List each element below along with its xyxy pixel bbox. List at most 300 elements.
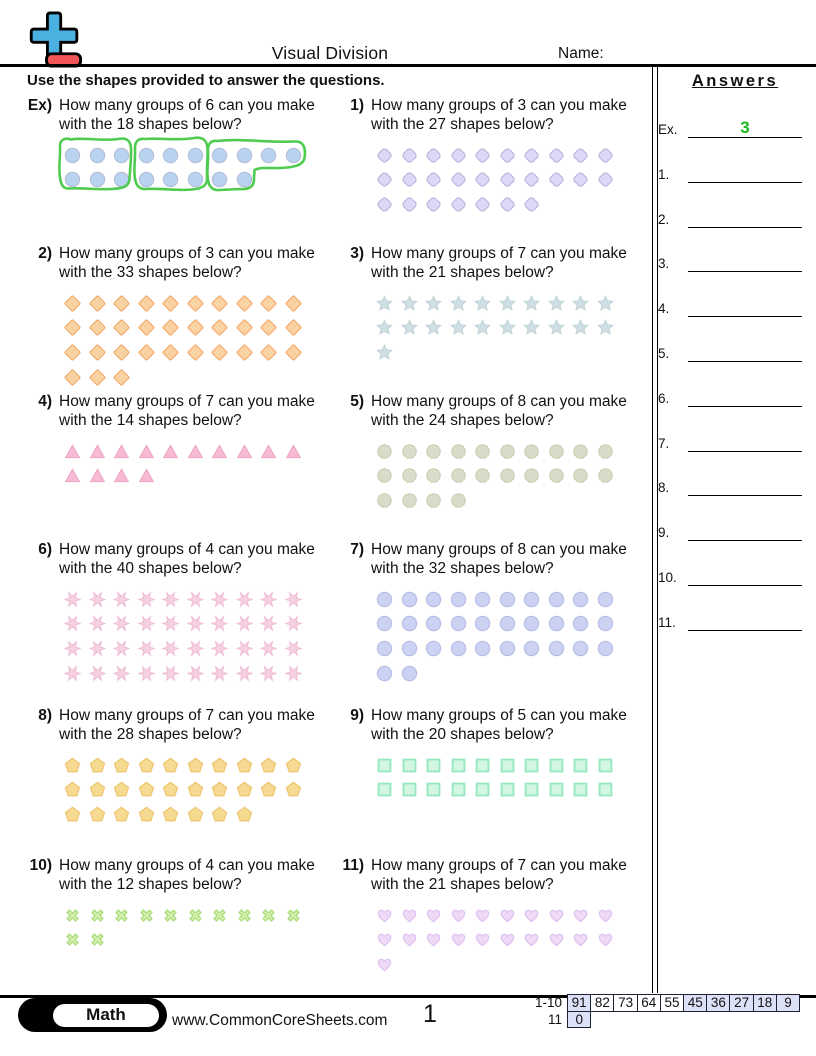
shape-circle-icon bbox=[64, 147, 81, 164]
question bbox=[26, 856, 334, 894]
shape-circle-icon bbox=[138, 171, 155, 188]
shape-diamond-round-icon bbox=[425, 147, 442, 164]
shape-nonagon-icon bbox=[523, 467, 540, 484]
shape-burst-icon bbox=[138, 591, 155, 608]
shape-burst-icon bbox=[260, 615, 277, 632]
answer-label: 11. bbox=[658, 614, 676, 630]
shape-circle-icon bbox=[572, 615, 589, 632]
shape-diamond-icon bbox=[89, 344, 106, 361]
shape-row bbox=[64, 903, 314, 928]
shape-burst-icon bbox=[162, 591, 179, 608]
shape-circle-icon bbox=[474, 640, 491, 657]
answer-blank[interactable] bbox=[688, 244, 802, 272]
shape-nonagon-icon bbox=[401, 467, 418, 484]
shape-circle-icon bbox=[572, 640, 589, 657]
question-text: How many groups of 7 can you make with the 21 shapes below? bbox=[371, 857, 627, 893]
shape-square-icon bbox=[523, 781, 540, 798]
shape-diamond-icon bbox=[162, 344, 179, 361]
shape-burst-icon bbox=[285, 640, 302, 657]
shape-star-icon bbox=[425, 319, 442, 336]
shape-xcross-icon bbox=[138, 907, 155, 924]
shape-heart-icon bbox=[548, 931, 565, 948]
shape-diamond-round-icon bbox=[572, 171, 589, 188]
shape-pentagon-icon bbox=[260, 757, 277, 774]
shape-diamond-round-icon bbox=[523, 196, 540, 213]
shape-heart-icon bbox=[597, 931, 614, 948]
shape-burst-icon bbox=[162, 665, 179, 682]
shape-circle-icon bbox=[162, 171, 179, 188]
shape-xcross-icon bbox=[187, 907, 204, 924]
shape-circle-icon bbox=[548, 640, 565, 657]
shape-circle-icon bbox=[138, 147, 155, 164]
question bbox=[338, 244, 646, 282]
question-text: How many groups of 8 can you make with the 24 shapes below? bbox=[371, 393, 627, 429]
shape-burst-icon bbox=[236, 615, 253, 632]
shape-diamond-round-icon bbox=[474, 171, 491, 188]
score-cell: 64 bbox=[637, 994, 661, 1012]
shape-diamond-round-icon bbox=[474, 147, 491, 164]
shape-square-icon bbox=[450, 781, 467, 798]
answer-blank[interactable] bbox=[688, 513, 802, 541]
shape-grid bbox=[64, 753, 314, 827]
shape-nonagon-icon bbox=[474, 467, 491, 484]
shape-heart-icon bbox=[376, 956, 393, 973]
shape-diamond-round-icon bbox=[499, 171, 516, 188]
shape-heart-icon bbox=[376, 931, 393, 948]
shape-circle-icon bbox=[401, 640, 418, 657]
shape-diamond-icon bbox=[187, 295, 204, 312]
shape-pentagon-icon bbox=[236, 781, 253, 798]
shape-row bbox=[64, 316, 314, 341]
shape-nonagon-icon bbox=[499, 467, 516, 484]
shape-xcross-icon bbox=[64, 931, 81, 948]
shape-circle-icon bbox=[187, 171, 204, 188]
answer-item-1 bbox=[658, 155, 802, 183]
shape-pentagon-icon bbox=[113, 806, 130, 823]
shape-grid bbox=[64, 587, 314, 685]
shape-grid bbox=[64, 439, 314, 488]
shape-burst-icon bbox=[236, 640, 253, 657]
website-text: www.CommonCoreSheets.com bbox=[172, 1012, 388, 1029]
shape-nonagon-icon bbox=[376, 467, 393, 484]
shape-grid bbox=[64, 291, 314, 389]
problem-2 bbox=[26, 244, 334, 389]
shape-nonagon-icon bbox=[425, 443, 442, 460]
shape-row bbox=[376, 612, 626, 637]
shape-heart-icon bbox=[450, 931, 467, 948]
shape-star-icon bbox=[499, 295, 516, 312]
question bbox=[26, 392, 334, 430]
page-title: Visual Division bbox=[271, 43, 389, 63]
shape-burst-icon bbox=[236, 591, 253, 608]
shape-circle-icon bbox=[187, 147, 204, 164]
shape-burst-icon bbox=[162, 615, 179, 632]
shape-square-icon bbox=[450, 757, 467, 774]
shape-square-icon bbox=[401, 757, 418, 774]
shape-burst-icon bbox=[113, 665, 130, 682]
shape-square-icon bbox=[376, 757, 393, 774]
problem-number: Ex) bbox=[27, 97, 52, 114]
shape-square-icon bbox=[572, 757, 589, 774]
shape-diamond-round-icon bbox=[401, 147, 418, 164]
shape-circle-icon bbox=[376, 640, 393, 657]
shape-square-icon bbox=[425, 781, 442, 798]
shape-row bbox=[376, 316, 626, 341]
shape-row bbox=[376, 928, 626, 953]
shape-circle-icon bbox=[89, 171, 106, 188]
subject-label: Math bbox=[51, 1002, 161, 1029]
shape-star-icon bbox=[376, 344, 393, 361]
shape-pentagon-icon bbox=[236, 757, 253, 774]
shape-diamond-icon bbox=[64, 369, 81, 386]
answer-item-9 bbox=[658, 513, 802, 541]
shape-circle-icon bbox=[499, 640, 516, 657]
shape-burst-icon bbox=[260, 591, 277, 608]
shape-burst-icon bbox=[187, 640, 204, 657]
shape-pentagon-icon bbox=[260, 781, 277, 798]
shape-burst-icon bbox=[260, 665, 277, 682]
problem-number: 2) bbox=[38, 245, 52, 262]
shape-row bbox=[64, 365, 314, 390]
shape-diamond-round-icon bbox=[548, 171, 565, 188]
answer-item-11 bbox=[658, 603, 802, 631]
shape-diamond-round-icon bbox=[597, 171, 614, 188]
shape-pentagon-icon bbox=[89, 757, 106, 774]
shape-circle-icon bbox=[64, 171, 81, 188]
answer-blank[interactable] bbox=[688, 603, 802, 631]
shape-burst-icon bbox=[64, 640, 81, 657]
shape-nonagon-icon bbox=[401, 443, 418, 460]
shape-circle-icon bbox=[523, 640, 540, 657]
answer-blank[interactable] bbox=[688, 468, 802, 496]
answer-label: 8. bbox=[658, 480, 670, 496]
shape-star-icon bbox=[523, 319, 540, 336]
subject-badge bbox=[18, 998, 167, 1032]
shape-row bbox=[376, 753, 626, 778]
shape-grid bbox=[376, 753, 626, 802]
shape-diamond-icon bbox=[138, 344, 155, 361]
score-cell: 73 bbox=[613, 994, 637, 1012]
shape-triangle-icon bbox=[211, 443, 228, 460]
shape-triangle-icon bbox=[113, 467, 130, 484]
shape-diamond-icon bbox=[162, 319, 179, 336]
question-text: How many groups of 5 can you make with the 20 shapes below? bbox=[371, 707, 627, 743]
shape-xcross-icon bbox=[64, 907, 81, 924]
answer-blank[interactable] bbox=[688, 379, 802, 407]
shape-heart-icon bbox=[401, 931, 418, 948]
shape-circle-icon bbox=[523, 615, 540, 632]
shape-pentagon-icon bbox=[89, 781, 106, 798]
answer-label: 7. bbox=[658, 435, 670, 451]
answer-label: 10. bbox=[658, 570, 677, 585]
shape-square-icon bbox=[499, 781, 516, 798]
shape-heart-icon bbox=[425, 931, 442, 948]
shape-burst-icon bbox=[187, 615, 204, 632]
shape-star-icon bbox=[450, 319, 467, 336]
shape-burst-icon bbox=[64, 591, 81, 608]
answer-label: 3. bbox=[658, 256, 670, 272]
answer-blank[interactable] bbox=[688, 334, 802, 362]
answer-blank[interactable] bbox=[688, 424, 802, 452]
shape-pentagon-icon bbox=[211, 757, 228, 774]
shape-diamond-icon bbox=[260, 344, 277, 361]
shape-square-icon bbox=[572, 781, 589, 798]
shape-triangle-icon bbox=[285, 443, 302, 460]
shape-nonagon-icon bbox=[572, 443, 589, 460]
answer-item-3 bbox=[658, 244, 802, 272]
shape-star-icon bbox=[401, 319, 418, 336]
answer-item-4 bbox=[658, 289, 802, 317]
answer-label: 4. bbox=[658, 301, 670, 317]
shape-triangle-icon bbox=[187, 443, 204, 460]
shape-square-icon bbox=[548, 781, 565, 798]
shape-burst-icon bbox=[138, 640, 155, 657]
shape-diamond-round-icon bbox=[376, 147, 393, 164]
shape-diamond-icon bbox=[113, 369, 130, 386]
shape-diamond-icon bbox=[138, 319, 155, 336]
shape-star-icon bbox=[572, 295, 589, 312]
score-cell: 9 bbox=[776, 994, 800, 1012]
shape-diamond-icon bbox=[113, 344, 130, 361]
shape-circle-icon bbox=[162, 147, 179, 164]
shape-diamond-round-icon bbox=[450, 171, 467, 188]
answer-blank[interactable] bbox=[688, 155, 802, 183]
shape-nonagon-icon bbox=[425, 467, 442, 484]
shape-diamond-icon bbox=[236, 295, 253, 312]
shape-pentagon-icon bbox=[64, 757, 81, 774]
shape-star-icon bbox=[425, 295, 442, 312]
score-table bbox=[509, 994, 800, 1028]
shape-diamond-icon bbox=[260, 295, 277, 312]
shape-xcross-icon bbox=[113, 907, 130, 924]
shape-nonagon-icon bbox=[548, 467, 565, 484]
shape-row bbox=[376, 291, 626, 316]
shape-diamond-icon bbox=[236, 344, 253, 361]
shape-burst-icon bbox=[89, 615, 106, 632]
shape-diamond-round-icon bbox=[548, 147, 565, 164]
shape-heart-icon bbox=[450, 907, 467, 924]
shape-pentagon-icon bbox=[138, 757, 155, 774]
shape-burst-icon bbox=[138, 665, 155, 682]
shape-nonagon-icon bbox=[376, 443, 393, 460]
shape-pentagon-icon bbox=[113, 757, 130, 774]
answer-blank[interactable] bbox=[688, 200, 802, 228]
shape-xcross-icon bbox=[162, 907, 179, 924]
shape-row bbox=[64, 636, 314, 661]
problem-number: 10) bbox=[29, 857, 52, 874]
shape-circle-icon bbox=[236, 147, 253, 164]
shape-burst-icon bbox=[64, 615, 81, 632]
shape-star-icon bbox=[548, 319, 565, 336]
shape-square-icon bbox=[474, 757, 491, 774]
question bbox=[26, 540, 334, 578]
shape-star-icon bbox=[376, 295, 393, 312]
shape-diamond-icon bbox=[285, 344, 302, 361]
shape-row bbox=[64, 778, 314, 803]
shape-triangle-icon bbox=[89, 443, 106, 460]
shape-star-icon bbox=[401, 295, 418, 312]
shape-burst-icon bbox=[187, 591, 204, 608]
shape-pentagon-icon bbox=[162, 781, 179, 798]
score-cell: 18 bbox=[753, 994, 777, 1012]
shape-heart-icon bbox=[425, 907, 442, 924]
shape-row bbox=[376, 192, 626, 217]
shape-burst-icon bbox=[211, 615, 228, 632]
answer-blank[interactable] bbox=[688, 289, 802, 317]
shape-square-icon bbox=[499, 757, 516, 774]
shape-diamond-icon bbox=[89, 319, 106, 336]
shape-row bbox=[64, 143, 314, 168]
shape-diamond-round-icon bbox=[450, 147, 467, 164]
problem-8 bbox=[26, 706, 334, 827]
shape-diamond-icon bbox=[162, 295, 179, 312]
shape-circle-icon bbox=[211, 171, 228, 188]
shape-nonagon-icon bbox=[376, 492, 393, 509]
score-row-label: 1-10 bbox=[534, 995, 562, 1010]
shape-diamond-icon bbox=[64, 319, 81, 336]
shape-circle-icon bbox=[597, 615, 614, 632]
shape-diamond-icon bbox=[211, 295, 228, 312]
answer-item-ex bbox=[658, 110, 802, 138]
shape-star-icon bbox=[376, 319, 393, 336]
shape-circle-icon bbox=[597, 591, 614, 608]
shape-row bbox=[64, 753, 314, 778]
shape-diamond-icon bbox=[187, 319, 204, 336]
shape-circle-icon bbox=[548, 591, 565, 608]
question bbox=[26, 706, 334, 744]
shape-heart-icon bbox=[474, 931, 491, 948]
shape-circle-icon bbox=[597, 640, 614, 657]
shape-burst-icon bbox=[211, 591, 228, 608]
shape-diamond-round-icon bbox=[401, 171, 418, 188]
shape-burst-icon bbox=[285, 665, 302, 682]
shape-diamond-round-icon bbox=[450, 196, 467, 213]
shape-diamond-icon bbox=[187, 344, 204, 361]
shape-triangle-icon bbox=[162, 443, 179, 460]
problem-4 bbox=[26, 392, 334, 488]
shape-burst-icon bbox=[211, 665, 228, 682]
shape-square-icon bbox=[474, 781, 491, 798]
shape-diamond-icon bbox=[285, 319, 302, 336]
shape-diamond-icon bbox=[211, 344, 228, 361]
shape-burst-icon bbox=[113, 615, 130, 632]
shape-circle-icon bbox=[211, 147, 228, 164]
shape-diamond-icon bbox=[260, 319, 277, 336]
shape-row bbox=[64, 439, 314, 464]
shape-xcross-icon bbox=[236, 907, 253, 924]
shape-circle-icon bbox=[401, 665, 418, 682]
score-cell: 36 bbox=[706, 994, 730, 1012]
problem-6 bbox=[26, 540, 334, 685]
shape-row bbox=[64, 587, 314, 612]
shape-diamond-round-icon bbox=[499, 147, 516, 164]
shape-pentagon-icon bbox=[64, 806, 81, 823]
shape-burst-icon bbox=[138, 615, 155, 632]
problem-number: 7) bbox=[350, 541, 364, 558]
shape-star-icon bbox=[572, 319, 589, 336]
answer-label: 9. bbox=[658, 525, 670, 541]
question bbox=[338, 540, 646, 578]
shape-row bbox=[376, 587, 626, 612]
question bbox=[26, 244, 334, 282]
shape-star-icon bbox=[548, 295, 565, 312]
shape-row bbox=[64, 291, 314, 316]
shape-nonagon-icon bbox=[548, 443, 565, 460]
question bbox=[338, 706, 646, 744]
score-cell: 55 bbox=[660, 994, 684, 1012]
shape-burst-icon bbox=[285, 591, 302, 608]
shape-circle-icon bbox=[401, 615, 418, 632]
shape-burst-icon bbox=[260, 640, 277, 657]
problem-number: 3) bbox=[350, 245, 364, 262]
answer-blank[interactable] bbox=[688, 110, 802, 138]
shape-star-icon bbox=[474, 319, 491, 336]
shape-circle-icon bbox=[499, 615, 516, 632]
shape-circle-icon bbox=[450, 591, 467, 608]
shape-circle-icon bbox=[523, 591, 540, 608]
shape-nonagon-icon bbox=[450, 467, 467, 484]
shape-diamond-round-icon bbox=[425, 171, 442, 188]
shape-circle-icon bbox=[425, 615, 442, 632]
shape-nonagon-icon bbox=[597, 443, 614, 460]
shape-star-icon bbox=[597, 319, 614, 336]
shape-pentagon-icon bbox=[187, 781, 204, 798]
shape-circle-icon bbox=[401, 591, 418, 608]
shape-diamond-icon bbox=[285, 295, 302, 312]
shape-burst-icon bbox=[285, 615, 302, 632]
shape-pentagon-icon bbox=[138, 806, 155, 823]
shape-row bbox=[376, 903, 626, 928]
answer-blank[interactable] bbox=[688, 558, 802, 586]
question-text: How many groups of 3 can you make with the 33 shapes below? bbox=[59, 245, 315, 281]
problem-number: 1) bbox=[350, 97, 364, 114]
shape-row bbox=[64, 802, 314, 827]
shape-grid bbox=[376, 903, 626, 977]
shape-square-icon bbox=[548, 757, 565, 774]
shape-burst-icon bbox=[187, 665, 204, 682]
shape-circle-icon bbox=[425, 640, 442, 657]
shape-diamond-round-icon bbox=[425, 196, 442, 213]
answer-label: 6. bbox=[658, 390, 670, 406]
shape-pentagon-icon bbox=[285, 781, 302, 798]
shape-triangle-icon bbox=[236, 443, 253, 460]
shape-diamond-round-icon bbox=[523, 147, 540, 164]
shape-circle-icon bbox=[376, 665, 393, 682]
shape-nonagon-icon bbox=[401, 492, 418, 509]
shape-grid bbox=[64, 903, 314, 952]
question-text: How many groups of 7 can you make with the 14 shapes below? bbox=[59, 393, 315, 429]
shape-row bbox=[376, 439, 626, 464]
question bbox=[338, 96, 646, 134]
shape-star-icon bbox=[597, 295, 614, 312]
shape-xcross-icon bbox=[89, 907, 106, 924]
shape-grid bbox=[376, 439, 626, 513]
shape-burst-icon bbox=[113, 591, 130, 608]
problem-number: 6) bbox=[38, 541, 52, 558]
shape-pentagon-icon bbox=[138, 781, 155, 798]
shape-nonagon-icon bbox=[597, 467, 614, 484]
shape-square-icon bbox=[523, 757, 540, 774]
shape-xcross-icon bbox=[211, 907, 228, 924]
shape-diamond-icon bbox=[89, 369, 106, 386]
shape-row bbox=[64, 612, 314, 637]
name-label: Name: bbox=[558, 45, 604, 62]
shape-diamond-round-icon bbox=[376, 171, 393, 188]
shape-circle-icon bbox=[474, 615, 491, 632]
shape-pentagon-icon bbox=[64, 781, 81, 798]
answer-item-10 bbox=[658, 558, 802, 586]
problem-number: 4) bbox=[38, 393, 52, 410]
